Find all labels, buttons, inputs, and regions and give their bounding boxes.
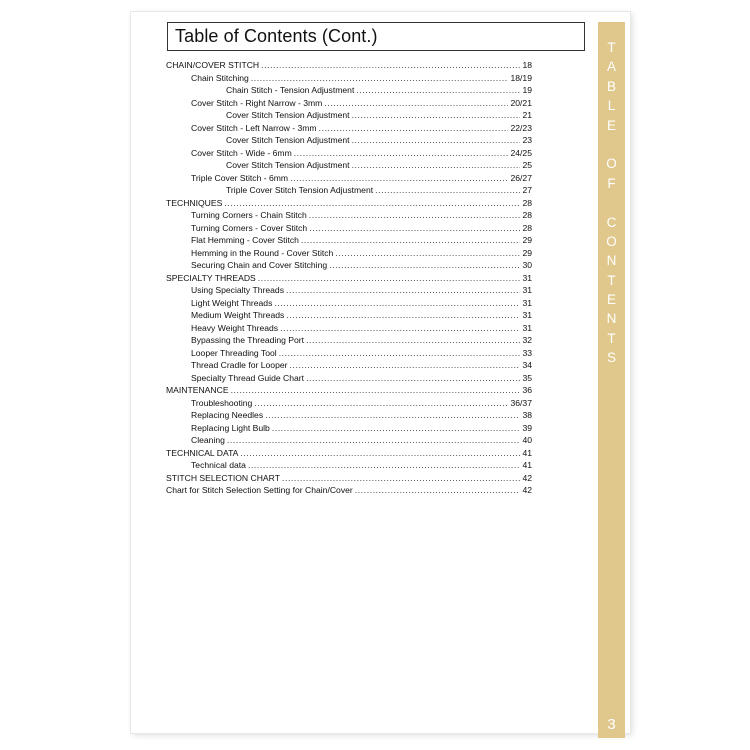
toc-entry (166, 372, 532, 385)
toc-entry-page: 31 (522, 285, 532, 295)
toc-entry-label: TECHNICAL DATA (166, 447, 239, 458)
toc-entry-label: Light Weight Threads (191, 297, 273, 308)
toc-entry (166, 447, 532, 460)
toc-entry-label: Technical data (191, 460, 246, 470)
toc-entry-label: Cover Stitch - Wide - 6mm (191, 147, 292, 158)
toc-leader-dots (231, 384, 521, 397)
side-tab-letters (598, 38, 625, 368)
toc-entry-label: Cover Stitch Tension Adjustment (226, 110, 350, 120)
side-tab-letter: F (607, 175, 616, 191)
toc-entry-label: TECHNIQUES (166, 197, 223, 208)
toc-entry-page: 32 (522, 335, 532, 345)
manual-page (131, 12, 630, 733)
toc-entry-page: 24/25 (510, 147, 532, 158)
toc-leader-dots (286, 309, 520, 322)
side-tab-letter: T (607, 272, 616, 288)
toc-entry (166, 109, 532, 122)
toc-entry-page: 31 (522, 297, 532, 308)
toc-leader-dots (280, 322, 520, 335)
toc-entry (166, 334, 532, 347)
side-tab-letter: O (606, 233, 617, 249)
toc-entry-page: 27 (522, 185, 532, 195)
toc-entry-label: Chain Stitching (191, 72, 249, 83)
toc-entry-page: 41 (522, 447, 532, 458)
toc-entry-page: 40 (522, 435, 532, 445)
toc-leader-dots (282, 472, 520, 485)
toc-entry-label: SPECIALTY THREADS (166, 272, 256, 283)
toc-entry-label: Medium Weight Threads (191, 310, 285, 320)
toc-entry-page: 36 (522, 385, 532, 395)
toc-entry (166, 297, 532, 310)
toc-leader-dots (324, 97, 508, 110)
side-tab-letter: B (606, 78, 616, 94)
toc-leader-dots (356, 84, 520, 97)
toc-leader-dots (335, 247, 520, 260)
toc-entry-label: Cover Stitch - Right Narrow - 3mm (191, 97, 323, 108)
toc-leader-dots (227, 434, 521, 447)
toc-entry-label: Triple Cover Stitch Tension Adjustment (226, 185, 374, 195)
toc-entry (166, 359, 532, 372)
toc-entry (166, 172, 532, 185)
toc-leader-dots (319, 122, 509, 135)
toc-leader-dots (286, 284, 520, 297)
toc-entry-label: Looper Threading Tool (191, 347, 277, 358)
toc-entry-page: 35 (522, 372, 532, 383)
toc-entry (166, 484, 532, 497)
toc-entry (166, 159, 532, 172)
toc-entry-label: Specialty Thread Guide Chart (191, 372, 305, 383)
toc-entry-label: CHAIN/COVER STITCH (166, 60, 260, 70)
toc-list (166, 59, 532, 497)
toc-entry (166, 284, 532, 297)
toc-entry-page: 22/23 (510, 122, 532, 133)
toc-leader-dots (309, 222, 520, 235)
toc-entry-page: 20/21 (510, 97, 532, 108)
toc-entry (166, 247, 532, 260)
toc-entry-label: Flat Hemming - Cover Stitch (191, 235, 299, 245)
toc-entry-label: STITCH SELECTION CHART (166, 472, 280, 483)
side-tab-letter: S (606, 350, 616, 366)
toc-entry-page: 28 (522, 197, 532, 208)
side-tab-letter: C (606, 214, 617, 230)
toc-entry-page: 28 (522, 222, 532, 233)
toc-leader-dots (224, 197, 520, 210)
toc-entry (166, 322, 532, 335)
side-tab (598, 22, 625, 738)
toc-entry-page: 41 (522, 460, 532, 470)
toc-entry-label: Heavy Weight Threads (191, 322, 279, 333)
toc-entry (166, 459, 532, 472)
toc-entry-page: 29 (522, 247, 532, 258)
toc-entry-page: 42 (522, 472, 532, 483)
toc-entry-label: Using Specialty Threads (191, 285, 284, 295)
toc-entry (166, 234, 532, 247)
toc-entry-page: 39 (522, 422, 532, 433)
toc-leader-dots (290, 172, 508, 185)
toc-entry (166, 309, 532, 322)
toc-entry-page: 26/27 (510, 172, 532, 183)
toc-leader-dots (352, 159, 521, 172)
page-title: Table of Contents (Cont.) (175, 26, 378, 46)
toc-entry (166, 259, 532, 272)
side-tab-gap (598, 135, 625, 154)
toc-leader-dots (329, 259, 520, 272)
toc-entry-label: Securing Chain and Cover Stitching (191, 260, 328, 270)
side-tab-gap (598, 193, 625, 212)
toc-leader-dots (240, 447, 520, 460)
toc-leader-dots (251, 72, 509, 85)
toc-entry (166, 209, 532, 222)
toc-entry-label: MAINTENANCE (166, 385, 229, 395)
toc-leader-dots (355, 484, 521, 497)
toc-entry-label: Triple Cover Stitch - 6mm (191, 172, 289, 183)
toc-leader-dots (261, 59, 520, 72)
toc-entry-page: 31 (522, 272, 532, 283)
page-number: 3 (607, 716, 616, 733)
toc-entry (166, 434, 532, 447)
toc-entry (166, 84, 532, 97)
side-tab-letter: T (607, 40, 616, 55)
toc-entry-label: Cover Stitch Tension Adjustment (226, 160, 350, 170)
toc-entry-label: Turning Corners - Cover Stitch (191, 222, 308, 233)
side-tab-letter: T (607, 330, 616, 346)
toc-entry (166, 72, 532, 85)
toc-entry (166, 222, 532, 235)
toc-entry-label: Thread Cradle for Looper (191, 360, 288, 370)
toc-entry-label: Hemming in the Round - Cover Stitch (191, 247, 334, 258)
toc-leader-dots (352, 109, 521, 122)
toc-entry-label: Cleaning (191, 435, 225, 445)
side-tab-letter: N (606, 311, 617, 327)
toc-entry (166, 59, 532, 72)
toc-entry-page: 18/19 (510, 72, 532, 83)
toc-leader-dots (294, 147, 509, 160)
toc-entry-page: 30 (522, 260, 532, 270)
toc-entry (166, 347, 532, 360)
toc-entry-label: Replacing Light Bulb (191, 422, 270, 433)
side-tab-letter: O (606, 156, 617, 172)
toc-leader-dots (375, 184, 520, 197)
toc-leader-dots (274, 297, 520, 310)
toc-entry-page: 23 (522, 135, 532, 145)
toc-entry (166, 184, 532, 197)
toc-leader-dots (309, 209, 521, 222)
toc-leader-dots (248, 459, 520, 472)
toc-entry (166, 472, 532, 485)
title-box (167, 22, 585, 51)
toc-entry (166, 122, 532, 135)
toc-entry (166, 397, 532, 410)
side-tab-letter: L (607, 98, 616, 114)
toc-leader-dots (265, 409, 520, 422)
toc-entry-label: Troubleshooting (191, 397, 253, 408)
toc-entry-page: 36/37 (510, 397, 532, 408)
side-tab-letter: N (606, 253, 617, 269)
toc-entry (166, 384, 532, 397)
toc-entry-page: 33 (522, 347, 532, 358)
toc-entry-label: Bypassing the Threading Port (191, 335, 305, 345)
toc-leader-dots (352, 134, 521, 147)
toc-entry-page: 34 (522, 360, 532, 370)
toc-entry (166, 147, 532, 160)
toc-entry-page: 38 (522, 410, 532, 420)
toc-leader-dots (306, 372, 520, 385)
toc-entry-label: Cover Stitch - Left Narrow - 3mm (191, 122, 317, 133)
toc-entry-page: 42 (522, 485, 532, 495)
toc-entry (166, 97, 532, 110)
toc-leader-dots (258, 272, 521, 285)
toc-entry-label: Replacing Needles (191, 410, 264, 420)
toc-entry-page: 31 (522, 322, 532, 333)
toc-leader-dots (290, 359, 521, 372)
toc-leader-dots (254, 397, 508, 410)
toc-entry-page: 29 (522, 235, 532, 245)
toc-entry-label: Turning Corners - Chain Stitch (191, 210, 307, 220)
toc-entry-label: Chain Stitch - Tension Adjustment (226, 85, 355, 95)
toc-entry (166, 422, 532, 435)
toc-leader-dots (279, 347, 521, 360)
toc-entry (166, 272, 532, 285)
toc-entry (166, 409, 532, 422)
side-tab-letter: E (606, 292, 616, 308)
toc-entry-page: 19 (522, 85, 532, 95)
toc-entry-page: 18 (522, 60, 532, 70)
toc-entry-page: 21 (522, 110, 532, 120)
side-tab-letter: E (606, 117, 616, 133)
toc-entry-label: Cover Stitch Tension Adjustment (226, 135, 350, 145)
toc-leader-dots (301, 234, 521, 247)
toc-entry-page: 25 (522, 160, 532, 170)
toc-leader-dots (272, 422, 521, 435)
toc-leader-dots (306, 334, 520, 347)
toc-entry (166, 197, 532, 210)
toc-entry-page: 28 (522, 210, 532, 220)
toc-entry (166, 134, 532, 147)
toc-entry-label: Chart for Stitch Selection Setting for Chain/Cover (166, 485, 353, 495)
toc-entry-page: 31 (522, 310, 532, 320)
side-tab-letter: A (606, 59, 616, 75)
